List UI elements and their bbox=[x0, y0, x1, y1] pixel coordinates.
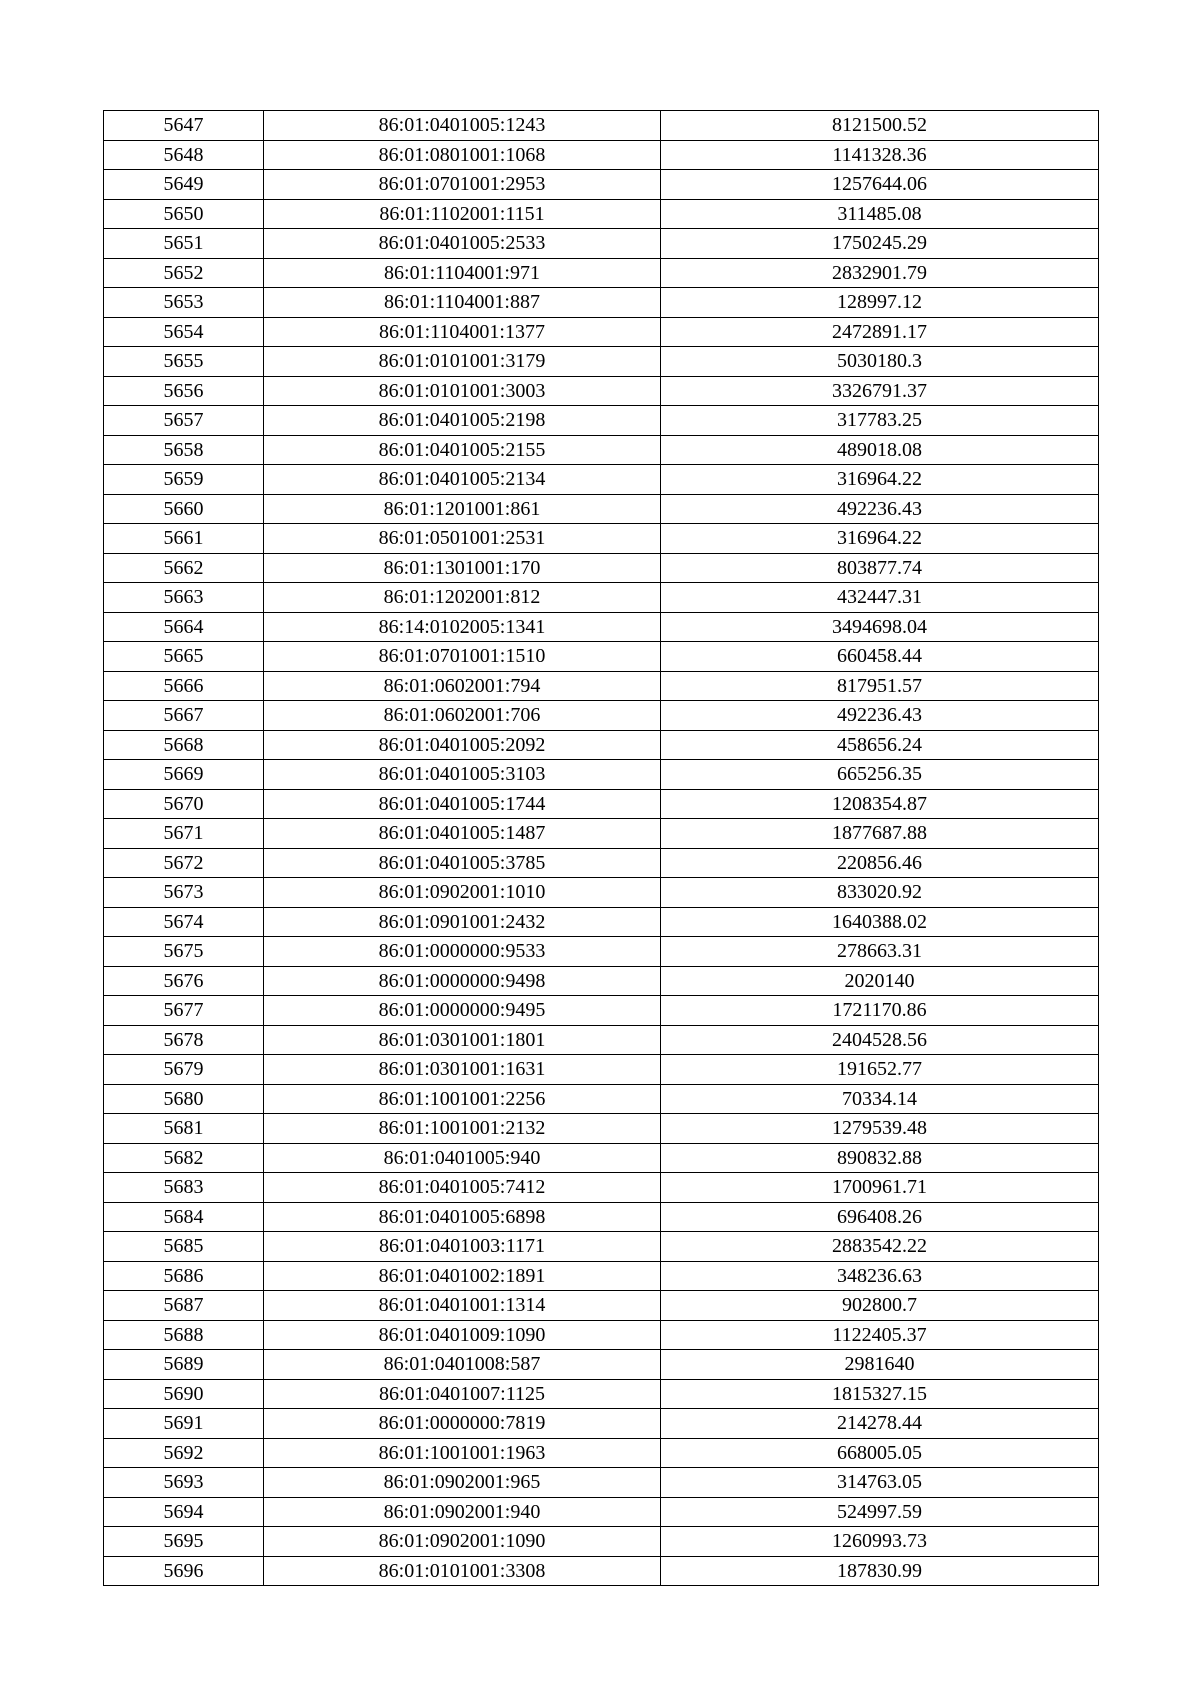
table-row bbox=[104, 1202, 1099, 1232]
cadastral-number-cell: 86:01:0701001:1510 bbox=[264, 642, 661, 672]
row-number-cell: 5660 bbox=[104, 494, 264, 524]
table-row bbox=[104, 878, 1099, 908]
row-number-cell: 5666 bbox=[104, 671, 264, 701]
row-number-cell: 5662 bbox=[104, 553, 264, 583]
table-row bbox=[104, 406, 1099, 436]
cadastral-number-cell: 86:01:1202001:812 bbox=[264, 583, 661, 613]
cadastral-number-cell: 86:01:0401005:2198 bbox=[264, 406, 661, 436]
cadastral-number-cell: 86:01:0602001:794 bbox=[264, 671, 661, 701]
cadastral-number-cell: 86:01:0000000:9498 bbox=[264, 966, 661, 996]
row-number-cell: 5688 bbox=[104, 1320, 264, 1350]
table-row bbox=[104, 1025, 1099, 1055]
value-cell: 817951.57 bbox=[661, 671, 1099, 701]
cadastral-number-cell: 86:01:0602001:706 bbox=[264, 701, 661, 731]
row-number-cell: 5690 bbox=[104, 1379, 264, 1409]
value-cell: 803877.74 bbox=[661, 553, 1099, 583]
cadastral-number-cell: 86:01:1104001:971 bbox=[264, 258, 661, 288]
value-cell: 1815327.15 bbox=[661, 1379, 1099, 1409]
value-cell: 2883542.22 bbox=[661, 1232, 1099, 1262]
table-row bbox=[104, 1350, 1099, 1380]
cadastral-number-cell: 86:01:0301001:1631 bbox=[264, 1055, 661, 1085]
cadastral-number-cell: 86:01:0000000:9495 bbox=[264, 996, 661, 1026]
value-cell: 1700961.71 bbox=[661, 1173, 1099, 1203]
row-number-cell: 5674 bbox=[104, 907, 264, 937]
row-number-cell: 5684 bbox=[104, 1202, 264, 1232]
row-number-cell: 5678 bbox=[104, 1025, 264, 1055]
table-row bbox=[104, 671, 1099, 701]
table-row bbox=[104, 701, 1099, 731]
value-cell: 1141328.36 bbox=[661, 140, 1099, 170]
cadastral-number-cell: 86:01:0401005:2155 bbox=[264, 435, 661, 465]
table-row bbox=[104, 524, 1099, 554]
table-row bbox=[104, 1232, 1099, 1262]
table-body bbox=[104, 111, 1099, 1586]
value-cell: 1279539.48 bbox=[661, 1114, 1099, 1144]
table-row bbox=[104, 1497, 1099, 1527]
cadastral-number-cell: 86:01:0401005:3103 bbox=[264, 760, 661, 790]
value-cell: 492236.43 bbox=[661, 701, 1099, 731]
table-row bbox=[104, 347, 1099, 377]
value-cell: 1750245.29 bbox=[661, 229, 1099, 259]
cadastral-number-cell: 86:01:0401005:7412 bbox=[264, 1173, 661, 1203]
cadastral-number-cell: 86:01:1104001:887 bbox=[264, 288, 661, 318]
row-number-cell: 5673 bbox=[104, 878, 264, 908]
cadastral-number-cell: 86:01:0902001:1010 bbox=[264, 878, 661, 908]
cadastral-number-cell: 86:01:0902001:965 bbox=[264, 1468, 661, 1498]
row-number-cell: 5691 bbox=[104, 1409, 264, 1439]
value-cell: 2404528.56 bbox=[661, 1025, 1099, 1055]
cadastral-number-cell: 86:01:0901001:2432 bbox=[264, 907, 661, 937]
table-row bbox=[104, 1143, 1099, 1173]
cadastral-number-cell: 86:01:0902001:940 bbox=[264, 1497, 661, 1527]
table-row bbox=[104, 1084, 1099, 1114]
table-row bbox=[104, 1114, 1099, 1144]
table-row bbox=[104, 1173, 1099, 1203]
value-cell: 1208354.87 bbox=[661, 789, 1099, 819]
row-number-cell: 5665 bbox=[104, 642, 264, 672]
table-row bbox=[104, 435, 1099, 465]
value-cell: 524997.59 bbox=[661, 1497, 1099, 1527]
value-cell: 187830.99 bbox=[661, 1556, 1099, 1586]
table-row bbox=[104, 612, 1099, 642]
cadastral-number-cell: 86:01:1001001:2132 bbox=[264, 1114, 661, 1144]
table-row bbox=[104, 760, 1099, 790]
row-number-cell: 5654 bbox=[104, 317, 264, 347]
value-cell: 890832.88 bbox=[661, 1143, 1099, 1173]
cadastral-number-cell: 86:01:0501001:2531 bbox=[264, 524, 661, 554]
table-row bbox=[104, 996, 1099, 1026]
cadastral-number-cell: 86:01:0902001:1090 bbox=[264, 1527, 661, 1557]
table-row bbox=[104, 848, 1099, 878]
value-cell: 278663.31 bbox=[661, 937, 1099, 967]
table-row bbox=[104, 376, 1099, 406]
table-row bbox=[104, 229, 1099, 259]
value-cell: 3326791.37 bbox=[661, 376, 1099, 406]
value-cell: 311485.08 bbox=[661, 199, 1099, 229]
row-number-cell: 5664 bbox=[104, 612, 264, 642]
cadastral-number-cell: 86:01:0401002:1891 bbox=[264, 1261, 661, 1291]
cadastral-number-cell: 86:01:0301001:1801 bbox=[264, 1025, 661, 1055]
row-number-cell: 5685 bbox=[104, 1232, 264, 1262]
value-cell: 128997.12 bbox=[661, 288, 1099, 318]
table-row bbox=[104, 907, 1099, 937]
row-number-cell: 5686 bbox=[104, 1261, 264, 1291]
cadastral-number-cell: 86:01:0401005:1487 bbox=[264, 819, 661, 849]
row-number-cell: 5675 bbox=[104, 937, 264, 967]
row-number-cell: 5653 bbox=[104, 288, 264, 318]
table-row bbox=[104, 140, 1099, 170]
cadastral-number-cell: 86:01:0401007:1125 bbox=[264, 1379, 661, 1409]
row-number-cell: 5689 bbox=[104, 1350, 264, 1380]
cadastral-number-cell: 86:01:1001001:1963 bbox=[264, 1438, 661, 1468]
table-row bbox=[104, 1261, 1099, 1291]
row-number-cell: 5682 bbox=[104, 1143, 264, 1173]
cadastral-number-cell: 86:01:0401005:2134 bbox=[264, 465, 661, 495]
table-row bbox=[104, 1438, 1099, 1468]
table-row bbox=[104, 553, 1099, 583]
table-row bbox=[104, 1320, 1099, 1350]
value-cell: 665256.35 bbox=[661, 760, 1099, 790]
value-cell: 348236.63 bbox=[661, 1261, 1099, 1291]
row-number-cell: 5652 bbox=[104, 258, 264, 288]
cadastral-number-cell: 86:01:0401005:940 bbox=[264, 1143, 661, 1173]
value-cell: 8121500.52 bbox=[661, 111, 1099, 141]
cadastral-number-cell: 86:01:0000000:7819 bbox=[264, 1409, 661, 1439]
value-cell: 492236.43 bbox=[661, 494, 1099, 524]
row-number-cell: 5679 bbox=[104, 1055, 264, 1085]
cadastral-number-cell: 86:01:0401008:587 bbox=[264, 1350, 661, 1380]
row-number-cell: 5677 bbox=[104, 996, 264, 1026]
row-number-cell: 5668 bbox=[104, 730, 264, 760]
row-number-cell: 5696 bbox=[104, 1556, 264, 1586]
table-row bbox=[104, 1291, 1099, 1321]
row-number-cell: 5670 bbox=[104, 789, 264, 819]
row-number-cell: 5667 bbox=[104, 701, 264, 731]
cadastral-number-cell: 86:01:0101001:3003 bbox=[264, 376, 661, 406]
cadastral-number-cell: 86:01:0000000:9533 bbox=[264, 937, 661, 967]
value-cell: 314763.05 bbox=[661, 1468, 1099, 1498]
table-row bbox=[104, 819, 1099, 849]
cadastral-value-table bbox=[103, 110, 1099, 1586]
table-row bbox=[104, 730, 1099, 760]
table-row bbox=[104, 465, 1099, 495]
row-number-cell: 5692 bbox=[104, 1438, 264, 1468]
value-cell: 2981640 bbox=[661, 1350, 1099, 1380]
row-number-cell: 5655 bbox=[104, 347, 264, 377]
cadastral-number-cell: 86:01:1301001:170 bbox=[264, 553, 661, 583]
cadastral-number-cell: 86:01:1102001:1151 bbox=[264, 199, 661, 229]
row-number-cell: 5671 bbox=[104, 819, 264, 849]
cadastral-number-cell: 86:01:0701001:2953 bbox=[264, 170, 661, 200]
row-number-cell: 5687 bbox=[104, 1291, 264, 1321]
row-number-cell: 5647 bbox=[104, 111, 264, 141]
table-row bbox=[104, 1556, 1099, 1586]
value-cell: 668005.05 bbox=[661, 1438, 1099, 1468]
value-cell: 191652.77 bbox=[661, 1055, 1099, 1085]
row-number-cell: 5649 bbox=[104, 170, 264, 200]
table-row bbox=[104, 789, 1099, 819]
row-number-cell: 5669 bbox=[104, 760, 264, 790]
cadastral-number-cell: 86:01:0401009:1090 bbox=[264, 1320, 661, 1350]
cadastral-number-cell: 86:01:0101001:3179 bbox=[264, 347, 661, 377]
row-number-cell: 5693 bbox=[104, 1468, 264, 1498]
row-number-cell: 5663 bbox=[104, 583, 264, 613]
table-row bbox=[104, 1527, 1099, 1557]
row-number-cell: 5681 bbox=[104, 1114, 264, 1144]
row-number-cell: 5650 bbox=[104, 199, 264, 229]
row-number-cell: 5658 bbox=[104, 435, 264, 465]
cadastral-number-cell: 86:01:0401003:1171 bbox=[264, 1232, 661, 1262]
table-row bbox=[104, 170, 1099, 200]
cadastral-number-cell: 86:01:0401005:6898 bbox=[264, 1202, 661, 1232]
value-cell: 458656.24 bbox=[661, 730, 1099, 760]
row-number-cell: 5661 bbox=[104, 524, 264, 554]
row-number-cell: 5695 bbox=[104, 1527, 264, 1557]
cadastral-number-cell: 86:01:0801001:1068 bbox=[264, 140, 661, 170]
value-cell: 2832901.79 bbox=[661, 258, 1099, 288]
table-row bbox=[104, 966, 1099, 996]
value-cell: 5030180.3 bbox=[661, 347, 1099, 377]
cadastral-number-cell: 86:01:0101001:3308 bbox=[264, 1556, 661, 1586]
table-row bbox=[104, 1379, 1099, 1409]
row-number-cell: 5651 bbox=[104, 229, 264, 259]
value-cell: 489018.08 bbox=[661, 435, 1099, 465]
value-cell: 1640388.02 bbox=[661, 907, 1099, 937]
value-cell: 2472891.17 bbox=[661, 317, 1099, 347]
cadastral-number-cell: 86:01:1201001:861 bbox=[264, 494, 661, 524]
row-number-cell: 5672 bbox=[104, 848, 264, 878]
row-number-cell: 5657 bbox=[104, 406, 264, 436]
table-row bbox=[104, 937, 1099, 967]
table-row bbox=[104, 494, 1099, 524]
row-number-cell: 5659 bbox=[104, 465, 264, 495]
table-row bbox=[104, 642, 1099, 672]
table-row bbox=[104, 1055, 1099, 1085]
value-cell: 660458.44 bbox=[661, 642, 1099, 672]
cadastral-number-cell: 86:01:1104001:1377 bbox=[264, 317, 661, 347]
value-cell: 3494698.04 bbox=[661, 612, 1099, 642]
cadastral-number-cell: 86:01:0401005:1243 bbox=[264, 111, 661, 141]
table-row bbox=[104, 583, 1099, 613]
cadastral-number-cell: 86:01:0401005:3785 bbox=[264, 848, 661, 878]
cadastral-number-cell: 86:01:1001001:2256 bbox=[264, 1084, 661, 1114]
value-cell: 1877687.88 bbox=[661, 819, 1099, 849]
value-cell: 316964.22 bbox=[661, 524, 1099, 554]
value-cell: 1257644.06 bbox=[661, 170, 1099, 200]
table-row bbox=[104, 1468, 1099, 1498]
cadastral-number-cell: 86:01:0401005:2092 bbox=[264, 730, 661, 760]
cadastral-number-cell: 86:01:0401001:1314 bbox=[264, 1291, 661, 1321]
row-number-cell: 5648 bbox=[104, 140, 264, 170]
value-cell: 317783.25 bbox=[661, 406, 1099, 436]
value-cell: 214278.44 bbox=[661, 1409, 1099, 1439]
value-cell: 316964.22 bbox=[661, 465, 1099, 495]
table-row bbox=[104, 258, 1099, 288]
value-cell: 2020140 bbox=[661, 966, 1099, 996]
cadastral-number-cell: 86:14:0102005:1341 bbox=[264, 612, 661, 642]
table-row bbox=[104, 288, 1099, 318]
row-number-cell: 5680 bbox=[104, 1084, 264, 1114]
value-cell: 220856.46 bbox=[661, 848, 1099, 878]
value-cell: 70334.14 bbox=[661, 1084, 1099, 1114]
table-row bbox=[104, 1409, 1099, 1439]
table-row bbox=[104, 199, 1099, 229]
value-cell: 696408.26 bbox=[661, 1202, 1099, 1232]
row-number-cell: 5656 bbox=[104, 376, 264, 406]
table-row bbox=[104, 111, 1099, 141]
value-cell: 833020.92 bbox=[661, 878, 1099, 908]
value-cell: 1122405.37 bbox=[661, 1320, 1099, 1350]
cadastral-number-cell: 86:01:0401005:1744 bbox=[264, 789, 661, 819]
cadastral-number-cell: 86:01:0401005:2533 bbox=[264, 229, 661, 259]
value-cell: 902800.7 bbox=[661, 1291, 1099, 1321]
row-number-cell: 5694 bbox=[104, 1497, 264, 1527]
value-cell: 1260993.73 bbox=[661, 1527, 1099, 1557]
row-number-cell: 5683 bbox=[104, 1173, 264, 1203]
row-number-cell: 5676 bbox=[104, 966, 264, 996]
value-cell: 432447.31 bbox=[661, 583, 1099, 613]
value-cell: 1721170.86 bbox=[661, 996, 1099, 1026]
table-row bbox=[104, 317, 1099, 347]
